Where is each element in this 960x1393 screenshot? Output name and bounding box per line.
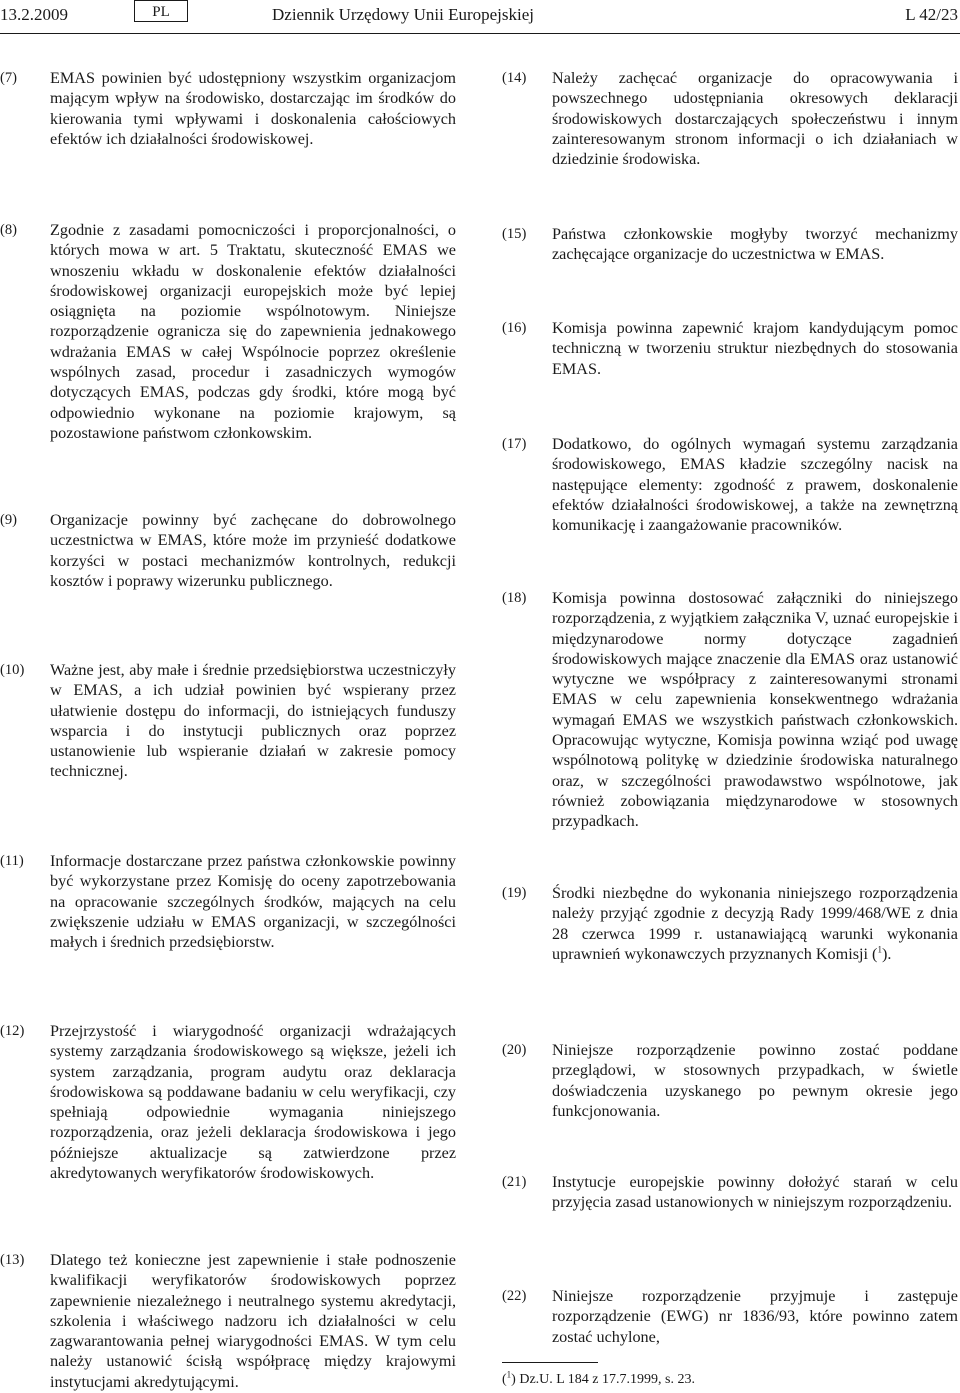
recital-text: Komisja powinna zapewnić krajom kandydującym pomoc techniczną w tworzeniu struktur niezbędnych do stosowania EMAS.	[552, 319, 958, 378]
recital-number: (18)	[502, 590, 527, 606]
recital-12	[0, 1021, 456, 1183]
recital-number: (14)	[502, 70, 527, 86]
recital-9	[0, 510, 456, 591]
recital-number: (19)	[502, 885, 527, 901]
recital-18	[502, 588, 958, 832]
page-header	[0, 0, 960, 34]
recital-7	[0, 68, 456, 149]
language-code-box: PL	[134, 0, 188, 22]
recital-number: (22)	[502, 1288, 527, 1304]
recital-text: Państwa członkowskie mogłyby tworzyć mechanizmy zachęcające organizacje do uczestnictwa w EMAS.	[552, 225, 958, 264]
recital-14	[502, 68, 958, 169]
recital-text: Przejrzystość i wiarygodność organizacji wdrażających systemy zarządzania środowiskowego są większe, jeżeli ich system zarządzania, program audytu oraz deklaracja środowiskowa są poddawane badaniu w celu weryfikacji, czy spełniają odpowiednie wymagania niniejszego rozporządzenia, oraz jeżeli deklaracja środowiskowa i jego późniejsze aktualizacje są zatwierdzone przez akredytowanych weryfikatorów środowiskowych.	[50, 1022, 456, 1183]
recital-10	[0, 660, 456, 782]
journal-title: Dziennik Urzędowy Unii Europejskiej	[272, 5, 535, 24]
recital-number: (12)	[0, 1023, 25, 1039]
recital-number: (16)	[502, 320, 527, 336]
recital-text: Ważne jest, aby małe i średnie przedsiębiorstwa uczestniczyły w EMAS, a ich udział powinien być wspierany przez ułatwienie dostępu do informacji, do istniejących funduszy wsparcia i do instytucji publicznych oraz poprzez ustanowienie lub wspieranie działań w zakresie pomocy technicznej.	[50, 661, 456, 781]
footnote-ref[interactable]: 1	[877, 944, 882, 955]
recital-text: Należy zachęcać organizacje do opracowywania i powszechnego udostępniania okresowych deklaracji środowiskowych dostarczających społeczeństwu i innym zainteresowanym stronom informacji o ich działaniach w dziedzinie środowiska.	[552, 69, 958, 169]
recital-19-body: Środki niezbędne do wykonania niniejszego rozporządzenia należy przyjąć zgodnie z decyzją Rady 1999/468/WE z dnia 28 czerwca 1999 r. ustanawiającą warunki wykonania uprawnień wykonawczych przyznanych Komisji (	[552, 884, 958, 963]
recital-number: (9)	[0, 512, 18, 528]
recital-text: EMAS powinien być udostępniony wszystkim organizacjom mającym wpływ na środowisko, dostarczając im środków do kierowania tymi wpływami i doskonalenia całościowych efektów ich działalności środowiskowej.	[50, 69, 456, 148]
recital-17	[502, 434, 958, 535]
footnote	[502, 1371, 695, 1389]
recital-number: (11)	[0, 853, 24, 869]
footnote-marker: 1	[506, 1369, 512, 1380]
recital-text: Instytucje europejskie powinny dołożyć starań w celu przyjęcia zasad ustanowionych w niniejszym rozporządzeniu.	[552, 1173, 958, 1212]
header-rule	[0, 33, 960, 34]
recital-number: (17)	[502, 436, 527, 452]
recital-text: Niniejsze rozporządzenie powinno zostać poddane przeglądowi, w stosownych przypadkach, w świetle doświadczenia uzyskanego po pewnym okresie jego funkcjonowania.	[552, 1041, 958, 1120]
recital-number: (13)	[0, 1252, 25, 1268]
recital-21	[502, 1172, 958, 1213]
recital-number: (10)	[0, 662, 25, 678]
recital-15	[502, 224, 958, 265]
recital-text: Organizacje powinny być zachęcane do dobrowolnego uczestnictwa w EMAS, które może im przynieść dodatkowe korzyści w postaci mechanizmów kontrolnych, redukcji kosztów i poprawy wizerunku publicznego.	[50, 511, 456, 590]
publication-date: 13.2.2009	[0, 5, 68, 24]
recital-16	[502, 318, 958, 379]
recital-text: Dlatego też konieczne jest zapewnienie i stałe podnoszenie kwalifikacji weryfikatorów środowiskowych poprzez zapewnienie niezależnego i neutralnego systemu akredytacji, szkolenia i właściwego nadzoru ich działalności w celu zagwarantowania pełnej wiarygodności EMAS. W tym celu należy ustanowić ścisłą współpracę między krajowymi instytucjami akredytującymi.	[50, 1251, 456, 1391]
footnote-open: (	[502, 1372, 507, 1387]
recital-11	[0, 851, 456, 952]
recital-text	[552, 883, 958, 964]
recital-text: Informacje dostarczane przez państwa członkowskie powinny być wykorzystane przez Komisję do oceny zapotrzebowania na opracowanie szczególnych środków, mających na celu zwiększenie udziału w EMAS organizacji, w szczególności małych i średnich przedsiębiorstw.	[50, 852, 456, 952]
recital-text: Niniejsze rozporządzenie przyjmuje i zastępuje rozporządzenie (EWG) nr 1836/93, które powinno zatem zostać uchylone,	[552, 1287, 958, 1346]
recital-8	[0, 220, 456, 443]
recital-13	[0, 1250, 456, 1392]
recital-number: (7)	[0, 70, 18, 86]
page-reference: L 42/23	[905, 5, 958, 24]
footnote-rule	[502, 1362, 598, 1363]
recital-number: (15)	[502, 226, 527, 242]
recital-number: (21)	[502, 1174, 527, 1190]
recital-20	[502, 1040, 958, 1121]
recital-19	[502, 883, 958, 964]
recital-number: (8)	[0, 222, 18, 238]
footnote-close: )	[511, 1372, 516, 1387]
recital-text: Dodatkowo, do ogólnych wymagań systemu zarządzania środowiskowego, EMAS kładzie szczególny nacisk na następujące elementy: zgodność z prawem, doskonalenie efektów działalności środowiskowej, a także na zewnętrzną komunikację i zaangażowanie pracowników.	[552, 435, 958, 535]
recital-22	[502, 1286, 958, 1347]
recital-19-tail: ).	[881, 944, 892, 963]
recital-text: Zgodnie z zasadami pomocniczości i proporcjonalności, o których mowa w art. 5 Traktatu, skuteczność EMAS we wnoszeniu wkładu w doskonalenie efektów działalności środowiskowej organizacji europejskich może być lepiej osiągnięta na poziomie wspólnotowym. Niniejsze rozporządzenie ogranicza się do zapewnienia jednakowego wdrażania EMAS w całej Wspólnocie poprzez określenie wspólnych zasad, procedur i zasadniczych wymogów dotyczących EMAS, podczas gdy środki, które mogą być odpowiednio wykonane na poziomie krajowym, są pozostawione państwom członkowskim.	[50, 221, 456, 442]
recital-text: Komisja powinna dostosować załączniki do niniejszego rozporządzenia, z wyjątkiem załącznika V, uznać europejskie i międzynarodowe normy dotyczące zagadnień środowiskowych mające znaczenie dla EMAS oraz ustanowić wytyczne we współpracy z zainteresowanymi stronami EMAS w celu zapewnienia konsekwentnego wdrażania wymagań EMAS we wszystkich państwach członkowskich. Opracowując wytyczne, Komisja powinna wziąć pod uwagę wspólnotową politykę w dziedzinie środowiska naturalnego oraz, w szczególności prawodawstwo wspólnotowe, jak również zobowiązania międzynarodowe w stosownych przypadkach.	[552, 589, 958, 831]
footnote-text: Dz.U. L 184 z 17.7.1999, s. 23.	[519, 1372, 695, 1387]
recital-number: (20)	[502, 1042, 527, 1058]
